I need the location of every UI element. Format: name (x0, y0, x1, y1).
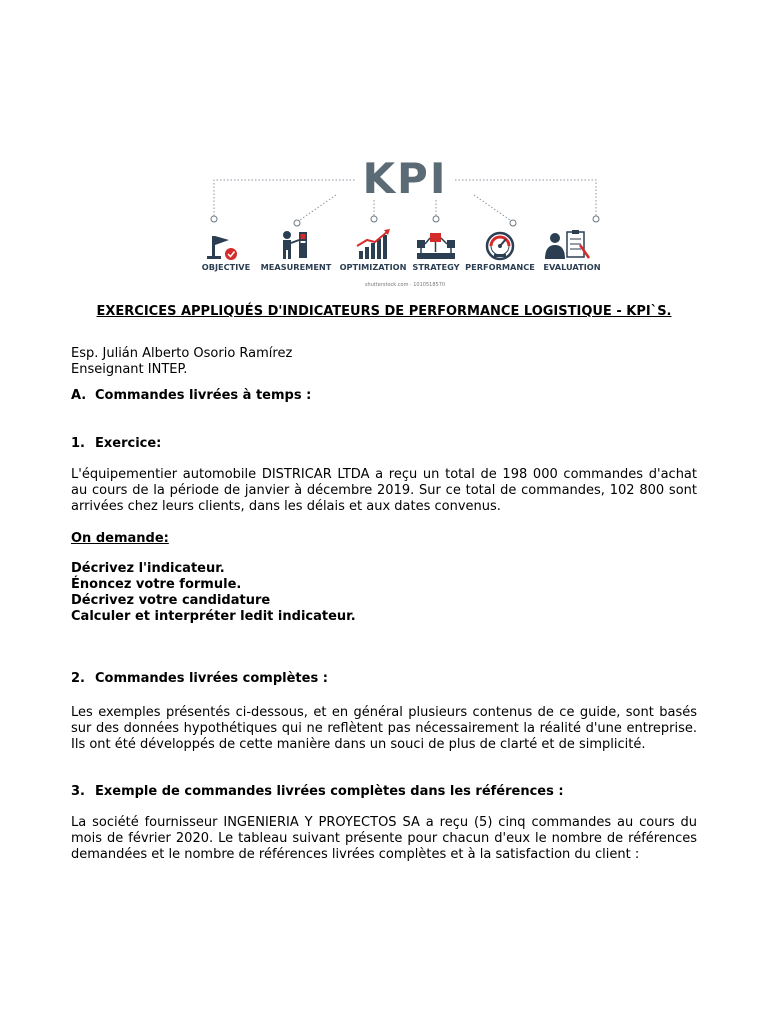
question-item: Énoncez votre formule. (71, 577, 242, 592)
exercise-1-label: Exercice: (95, 436, 162, 451)
kpi-heading: KPI (362, 154, 448, 203)
exercise-1-paragraph: L'équipementier automobile DISTRICAR LTDA a reçu un total de 198 000 commandes d'achat au cours de la période de janvier à décembre 2019. Sur ce total de commandes, 102 800 sont arrivées chez leurs clients, dans les délais et aux dates convenus. (71, 467, 697, 514)
section-2-label: Commandes livrées complètes : (95, 671, 328, 686)
objective-icon (207, 236, 237, 260)
section-3-heading (71, 784, 564, 800)
strategy-icon (417, 233, 455, 259)
section-2-paragraph: Les exemples présentés ci-dessous, et en général plusieurs contenus de ce guide, sont basés sur des données hypothétiques qui ne reflètent pas nécessairement la réalité d'une entreprise. Ils ont été développés de cette manière dans un souci de plus de clarté et de simplicité. (71, 705, 697, 752)
section-2-number: 2. (71, 671, 85, 686)
image-credit: shutterstock.com · 1010518570 (364, 282, 446, 288)
kpi-label-measurement: MEASUREMENT (260, 262, 332, 272)
section-3-paragraph: La société fournisseur INGENIERIA Y PROYECTOS SA a reçu (5) cinq commandes au cours du mois de février 2020. Le tableau suivant présente pour chacun d'eux le nombre de références demandées et le nombre de références livrées complètes et à la satisfaction du client : (71, 815, 697, 862)
kpi-label-optimization: OPTIMIZATION (339, 262, 407, 272)
section-a-label: Commandes livrées à temps : (95, 388, 312, 403)
evaluation-icon (545, 230, 589, 259)
section-3-number: 3. (71, 784, 85, 799)
section-a-number: A. (71, 388, 87, 403)
optimization-icon (357, 229, 390, 259)
kpi-infographic (195, 150, 615, 295)
on-demande-heading: On demande: (71, 531, 169, 546)
author-name: Esp. Julián Alberto Osorio Ramírez (71, 346, 293, 361)
question-item: Décrivez l'indicateur. (71, 561, 225, 576)
document-title: EXERCICES APPLIQUÉS D'INDICATEURS DE PERFORMANCE LOGISTIQUE - KPI`S. (96, 304, 672, 319)
kpi-label-evaluation: EVALUATION (543, 262, 601, 272)
exercise-1-heading (71, 436, 161, 452)
section-a-heading (71, 388, 311, 404)
measurement-icon (283, 231, 307, 259)
kpi-label-objective: OBJECTIVE (201, 262, 251, 272)
kpi-label-strategy: STRATEGY (412, 262, 460, 272)
kpi-label-performance: PERFORMANCE (465, 262, 535, 272)
author-role: Enseignant INTEP. (71, 362, 188, 377)
section-3-label: Exemple de commandes livrées complètes dans les références : (95, 784, 564, 799)
exercise-1-number: 1. (71, 436, 85, 451)
section-2-heading (71, 671, 328, 687)
performance-icon (487, 233, 513, 259)
kpi-labels (195, 262, 615, 276)
question-item: Calculer et interpréter ledit indicateur. (71, 609, 356, 624)
question-item: Décrivez votre candidature (71, 593, 271, 608)
